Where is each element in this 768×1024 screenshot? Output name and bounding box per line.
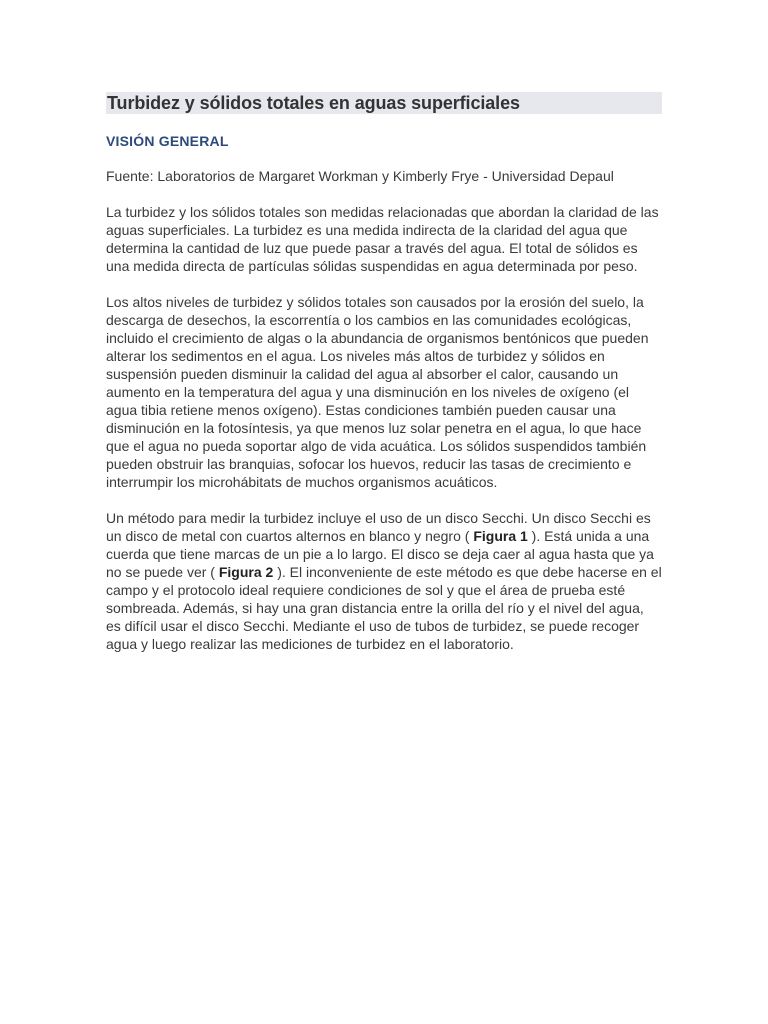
page-title: Turbidez y sólidos totales en aguas superficiales: [107, 93, 520, 113]
paragraph-3-part-2: ). Está unida a una cuerda que tiene marcas de un pie a lo largo. El disco se deja caer al agua hasta que ya no se puede ver (: [106, 528, 654, 580]
title-bar: [106, 92, 662, 114]
figure-2-reference[interactable]: Figura 2: [218, 564, 274, 580]
document-page: [106, 92, 662, 653]
paragraph-3: [106, 509, 662, 653]
paragraph-3-part-3: ). El inconveniente de este método es que debe hacerse en el campo y el protocolo ideal requiere condiciones de sol y que el área de prueba esté sombreada. Además, si hay una gran distancia entre la orilla del río y el nivel del agua, es difícil usar el disco Secchi. Mediante el uso de tubos de turbidez, se puede recoger agua y luego realizar las mediciones de turbidez en el laboratorio.: [106, 564, 662, 652]
figure-1-reference[interactable]: Figura 1: [473, 528, 528, 544]
paragraph-2: Los altos niveles de turbidez y sólidos totales son causados por la erosión del suelo, la descarga de desechos, la escorrentía o los cambios en las comunidades ecológicas, incluido el crecimiento de algas o la abundancia de organismos bentónicos que pueden alterar los sedimentos en el agua. Los niveles más altos de turbidez y sólidos en suspensión pueden disminuir la calidad del agua al absorber el calor, causando un aumento en la temperatura del agua y una disminución en los niveles de oxígeno (el agua tibia retiene menos oxígeno). Estas condiciones también pueden causar una disminución en la fotosíntesis, ya que menos luz solar penetra en el agua, lo que hace que el agua no pueda soportar algo de vida acuática. Los sólidos suspendidos también pueden obstruir las branquias, sofocar los huevos, reducir las tasas de crecimiento e interrumpir los microhábitats de muchos organismos acuáticos.: [106, 294, 649, 490]
paragraph-1: La turbidez y los sólidos totales son medidas relacionadas que abordan la claridad de las aguas superficiales. La turbidez es una medida indirecta de la claridad del agua que determina la cantidad de luz que puede pasar a través del agua. El total de sólidos es una medida directa de partículas sólidas suspendidas en agua determinada por peso.: [106, 204, 659, 274]
source-line: Fuente: Laboratorios de Margaret Workman y Kimberly Frye - Universidad Depaul: [106, 168, 614, 184]
section-heading: VISIÓN GENERAL: [106, 133, 229, 149]
paragraph-3-part-1: Un método para medir la turbidez incluye el uso de un disco Secchi. Un disco Secchi es un disco de metal con cuartos alternos en blanco y negro (: [106, 510, 651, 544]
